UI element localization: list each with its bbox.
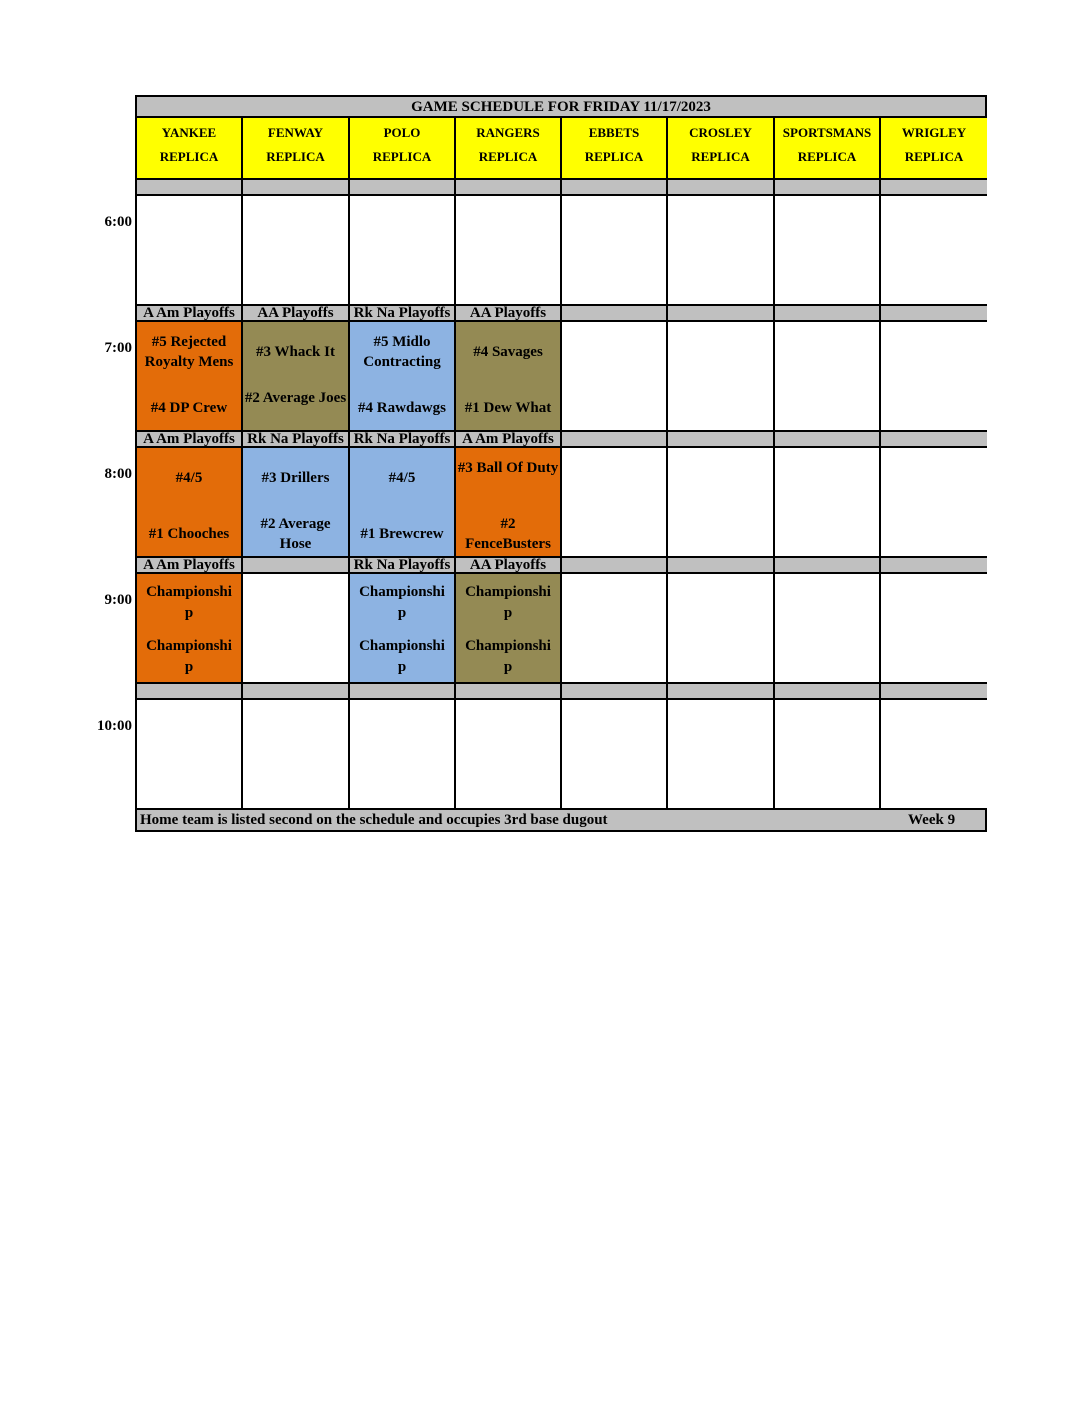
division-label bbox=[775, 432, 881, 448]
field-name: CROSLEY bbox=[689, 125, 752, 140]
division-label: Rk Na Playoffs bbox=[243, 432, 350, 448]
footer-note: Home team is listed second on the schedule and occupies 3rd base dugout bbox=[140, 812, 608, 828]
division-label bbox=[243, 180, 350, 196]
game-cell bbox=[137, 448, 243, 558]
game-cell bbox=[243, 196, 350, 306]
game-cell bbox=[350, 448, 456, 558]
home-team: #1 Chooches bbox=[148, 526, 230, 542]
time-label: 10:00 bbox=[97, 718, 132, 734]
division-label bbox=[243, 558, 350, 574]
game-cell bbox=[243, 448, 350, 558]
field-name: EBBETS bbox=[588, 125, 640, 140]
game-cell bbox=[775, 196, 881, 306]
game-cell bbox=[562, 574, 668, 684]
division-label: AA Playoffs bbox=[243, 306, 350, 322]
division-label: Rk Na Playoffs bbox=[350, 432, 456, 448]
time-label: 6:00 bbox=[104, 214, 132, 230]
game-cell bbox=[775, 574, 881, 684]
division-label bbox=[456, 684, 562, 700]
division-label bbox=[562, 306, 668, 322]
division-label bbox=[562, 180, 668, 196]
field-type: REPLICA bbox=[904, 149, 964, 164]
game-cell bbox=[668, 574, 775, 684]
game-cell bbox=[350, 196, 456, 306]
away-team: #3 Whack It bbox=[256, 344, 335, 360]
division-label bbox=[668, 684, 775, 700]
field-header-sportsmans bbox=[775, 118, 881, 180]
division-label bbox=[881, 558, 987, 574]
division-label bbox=[350, 684, 456, 700]
division-label bbox=[775, 558, 881, 574]
field-header-polo bbox=[350, 118, 456, 180]
game-cell bbox=[775, 448, 881, 558]
game-cell bbox=[243, 574, 350, 684]
game-cell bbox=[456, 448, 562, 558]
field-name: FENWAY bbox=[267, 125, 324, 140]
game-cell bbox=[562, 322, 668, 432]
home-team: #4 DP Crew bbox=[150, 400, 228, 416]
home-team: #4 Rawdawgs bbox=[358, 400, 446, 416]
division-label bbox=[668, 432, 775, 448]
division-label bbox=[775, 180, 881, 196]
field-type: REPLICA bbox=[372, 149, 432, 164]
division-label: AA Playoffs bbox=[456, 558, 562, 574]
game-cell bbox=[668, 196, 775, 306]
home-team: Championshi p bbox=[359, 638, 445, 675]
game-cell bbox=[562, 448, 668, 558]
away-team: #4/5 bbox=[388, 470, 416, 486]
away-team: #4 Savages bbox=[473, 344, 543, 360]
schedule-table bbox=[135, 95, 987, 832]
home-team: #2 Average Hose bbox=[260, 516, 331, 552]
home-team: #1 Dew What bbox=[464, 400, 552, 416]
division-label bbox=[562, 684, 668, 700]
game-cell bbox=[562, 700, 668, 810]
field-type: REPLICA bbox=[584, 149, 644, 164]
field-name: SPORTSMANS bbox=[782, 125, 872, 140]
division-label bbox=[668, 180, 775, 196]
game-cell bbox=[137, 574, 243, 684]
field-name: YANKEE bbox=[161, 125, 217, 140]
game-cell bbox=[881, 322, 987, 432]
schedule-footer bbox=[137, 810, 985, 830]
home-team: Championshi p bbox=[465, 638, 551, 675]
division-label: A Am Playoffs bbox=[137, 306, 243, 322]
time-label: 9:00 bbox=[104, 592, 132, 608]
game-cell bbox=[350, 574, 456, 684]
game-cell bbox=[881, 196, 987, 306]
field-name: RANGERS bbox=[476, 125, 540, 140]
field-type: REPLICA bbox=[266, 149, 325, 164]
game-cell bbox=[456, 322, 562, 432]
week-label: Week 9 bbox=[908, 812, 956, 828]
field-name: WRIGLEY bbox=[901, 125, 967, 140]
away-team: Championshi p bbox=[465, 584, 551, 621]
game-cell bbox=[456, 700, 562, 810]
away-team: #4/5 bbox=[175, 470, 203, 486]
field-header-crosley bbox=[668, 118, 775, 180]
division-label bbox=[775, 684, 881, 700]
game-cell bbox=[562, 196, 668, 306]
time-label: 8:00 bbox=[104, 466, 132, 482]
game-cell bbox=[456, 196, 562, 306]
field-header-rangers bbox=[456, 118, 562, 180]
game-cell bbox=[137, 322, 243, 432]
game-cell bbox=[775, 322, 881, 432]
division-label bbox=[243, 684, 350, 700]
home-team: #2 Average Joes bbox=[244, 390, 347, 406]
division-label: A Am Playoffs bbox=[137, 558, 243, 574]
game-cell bbox=[668, 322, 775, 432]
game-cell bbox=[881, 700, 987, 810]
division-label: A Am Playoffs bbox=[456, 432, 562, 448]
home-team: #2 FenceBusters bbox=[465, 516, 551, 552]
division-label bbox=[775, 306, 881, 322]
field-type: REPLICA bbox=[691, 149, 750, 164]
game-cell bbox=[243, 700, 350, 810]
field-header-yankee bbox=[137, 118, 243, 180]
division-label bbox=[881, 306, 987, 322]
away-team: Championshi p bbox=[146, 584, 232, 621]
division-label bbox=[881, 684, 987, 700]
division-label bbox=[137, 180, 243, 196]
game-cell bbox=[137, 700, 243, 810]
field-header-ebbets bbox=[562, 118, 668, 180]
field-header-fenway bbox=[243, 118, 350, 180]
division-label bbox=[881, 432, 987, 448]
game-cell bbox=[456, 574, 562, 684]
division-label bbox=[562, 432, 668, 448]
home-team: Championshi p bbox=[146, 638, 232, 675]
away-team: Championshi p bbox=[359, 584, 445, 621]
division-label: Rk Na Playoffs bbox=[350, 306, 456, 322]
game-cell bbox=[881, 574, 987, 684]
away-team: #5 Midlo Contracting bbox=[363, 334, 441, 370]
division-label bbox=[137, 684, 243, 700]
game-cell bbox=[350, 322, 456, 432]
division-label bbox=[668, 306, 775, 322]
away-team: #3 Ball Of Duty bbox=[457, 460, 559, 476]
home-team: #1 Brewcrew bbox=[360, 526, 444, 542]
time-label: 7:00 bbox=[104, 340, 132, 356]
field-header-wrigley bbox=[881, 118, 987, 180]
away-team: #5 Rejected Royalty Mens bbox=[144, 334, 234, 370]
schedule-title: GAME SCHEDULE FOR FRIDAY 11/17/2023 bbox=[137, 97, 985, 118]
division-label bbox=[350, 180, 456, 196]
game-cell bbox=[775, 700, 881, 810]
field-name: POLO bbox=[383, 125, 421, 140]
game-cell bbox=[668, 448, 775, 558]
game-cell bbox=[881, 448, 987, 558]
field-type: REPLICA bbox=[797, 149, 857, 164]
game-cell bbox=[137, 196, 243, 306]
division-label: Rk Na Playoffs bbox=[350, 558, 456, 574]
away-team: #3 Drillers bbox=[261, 470, 330, 486]
division-label bbox=[562, 558, 668, 574]
field-type: REPLICA bbox=[159, 149, 219, 164]
division-label bbox=[668, 558, 775, 574]
division-label bbox=[881, 180, 987, 196]
field-type: REPLICA bbox=[478, 149, 538, 164]
game-cell bbox=[668, 700, 775, 810]
game-cell bbox=[350, 700, 456, 810]
division-label: A Am Playoffs bbox=[137, 432, 243, 448]
division-label: AA Playoffs bbox=[456, 306, 562, 322]
game-cell bbox=[243, 322, 350, 432]
division-label bbox=[456, 180, 562, 196]
